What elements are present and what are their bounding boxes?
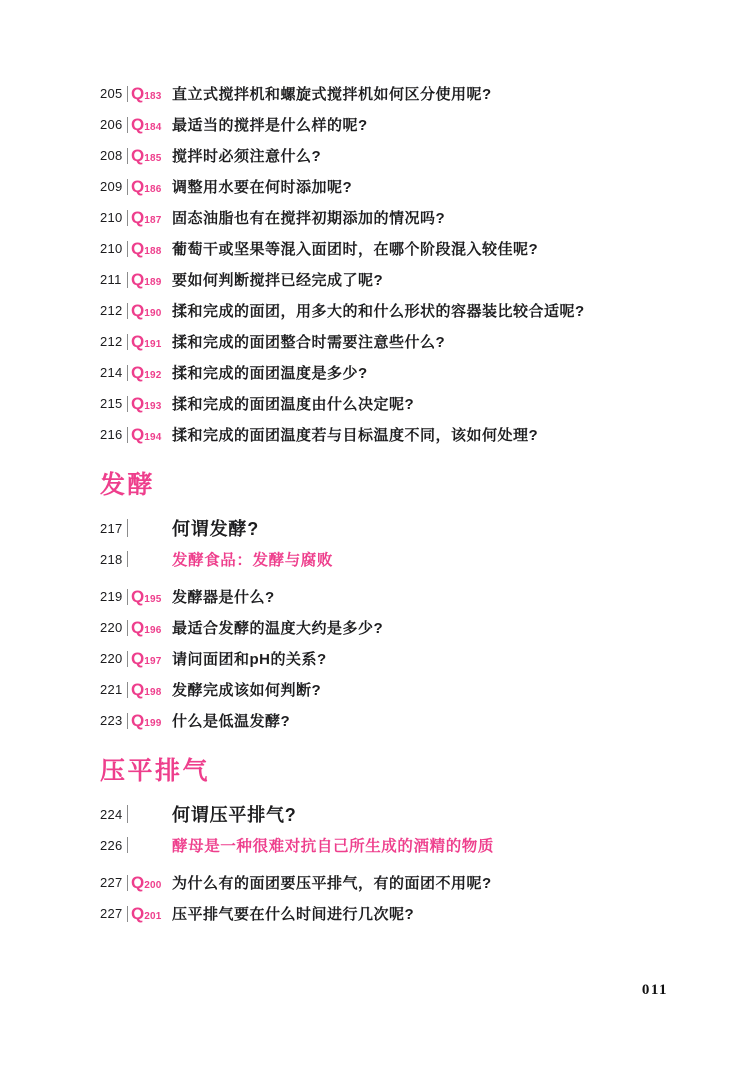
question-number: [131, 394, 172, 414]
divider-bar: [127, 906, 128, 922]
entry-text: 压平排气要在什么时间进行几次呢?: [172, 906, 415, 923]
toc-row: [100, 803, 670, 825]
question-digits: 188: [144, 245, 162, 257]
entry-text: 揉和完成的面团整合时需要注意些什么?: [172, 334, 446, 351]
section-header: 发酵: [100, 471, 156, 499]
toc-row: [100, 517, 670, 539]
entry-text: 发酵器是什么?: [172, 589, 275, 606]
question-digits: 199: [144, 717, 162, 729]
entry-text: 请问面团和pH的关系?: [172, 651, 327, 668]
entry-page-number: 220: [100, 651, 123, 666]
question-digits: 196: [144, 624, 162, 636]
toc-row: [100, 549, 670, 569]
question-letter: Q: [131, 269, 145, 289]
entry-text: 酵母是一种很难对抗自己所生成的酒精的物质: [172, 838, 495, 855]
entry-text: 何谓发酵?: [172, 519, 259, 539]
entry-page-number: 227: [100, 906, 123, 921]
divider-bar: [127, 551, 128, 567]
entry-text: 什么是低温发酵?: [172, 713, 291, 730]
question-number: [131, 332, 172, 352]
entry-page-number: 211: [100, 272, 122, 287]
entry-text: 揉和完成的面团，用多大的和什么形状的容器装比较合适呢?: [172, 303, 585, 320]
entry-page-number: 212: [100, 334, 123, 349]
divider-bar: [127, 86, 128, 102]
divider-bar: [127, 651, 128, 667]
question-letter: Q: [131, 83, 145, 103]
entry-text: 搅拌时必须注意什么?: [172, 148, 322, 165]
divider-bar: [127, 303, 128, 319]
divider-bar: [127, 837, 128, 853]
question-letter: Q: [131, 362, 145, 382]
toc-row: [100, 587, 670, 606]
entry-page-number: 227: [100, 875, 123, 890]
toc-row: [100, 332, 670, 351]
toc-row: [100, 84, 670, 103]
question-number: [131, 425, 172, 445]
question-number: [131, 270, 172, 290]
entry-text: 揉和完成的面团温度若与目标温度不同，该如何处理?: [172, 427, 539, 444]
question-letter: Q: [131, 586, 145, 606]
entry-page-number: 217: [100, 520, 123, 536]
question-number: [131, 177, 172, 197]
entry-text: 葡萄干或坚果等混入面团时，在哪个阶段混入较佳呢?: [172, 241, 539, 258]
question-number: [131, 115, 172, 135]
entry-text: 最适合发酵的温度大约是多少?: [172, 620, 384, 637]
question-letter: Q: [131, 207, 145, 227]
question-digits: 194: [144, 431, 162, 443]
entry-page-number: 215: [100, 396, 123, 411]
divider-bar: [127, 117, 128, 133]
divider-bar: [127, 427, 128, 443]
entry-text: 揉和完成的面团温度是多少?: [172, 365, 368, 382]
entry-page-number: 219: [100, 589, 123, 604]
divider-bar: [127, 210, 128, 226]
entry-page-number: 210: [100, 210, 123, 225]
toc-list: [100, 84, 670, 935]
question-letter: Q: [131, 238, 145, 258]
entry-text: 揉和完成的面团温度由什么决定呢?: [172, 396, 415, 413]
question-letter: Q: [131, 872, 145, 892]
entry-page-number: 209: [100, 179, 123, 194]
section-header: 压平排气: [100, 757, 211, 785]
toc-row: [100, 270, 670, 289]
question-number: [131, 239, 172, 259]
question-digits: 195: [144, 593, 162, 605]
entry-text: 最适当的搅拌是什么样的呢?: [172, 117, 368, 134]
entry-page-number: 218: [100, 551, 123, 567]
toc-row: [100, 680, 670, 699]
question-number: [131, 711, 172, 731]
question-letter: Q: [131, 331, 145, 351]
entry-text: 调整用水要在何时添加呢?: [172, 179, 353, 196]
question-number: [131, 301, 172, 321]
entry-page-number: 208: [100, 148, 123, 163]
divider-bar: [127, 589, 128, 605]
question-number: [131, 363, 172, 383]
question-number: [131, 618, 172, 638]
divider-bar: [127, 179, 128, 195]
toc-row: [100, 618, 670, 637]
divider-bar: [127, 272, 128, 288]
divider-bar: [127, 241, 128, 257]
question-letter: Q: [131, 710, 145, 730]
question-number: [131, 587, 172, 607]
question-letter: Q: [131, 300, 145, 320]
entry-text: 发酵食品：发酵与腐败: [172, 552, 334, 569]
question-letter: Q: [131, 393, 145, 413]
question-digits: 187: [144, 214, 162, 226]
question-digits: 184: [144, 121, 162, 133]
entry-page-number: 216: [100, 427, 123, 442]
question-letter: Q: [131, 145, 145, 165]
question-digits: 185: [144, 152, 162, 164]
toc-row: [100, 904, 670, 923]
divider-bar: [127, 334, 128, 350]
toc-row: [100, 873, 670, 892]
toc-row: [100, 649, 670, 668]
question-number: [131, 84, 172, 104]
toc-row: [100, 208, 670, 227]
divider-bar: [127, 148, 128, 164]
divider-bar: [127, 875, 128, 891]
entry-page-number: 206: [100, 117, 123, 132]
toc-row: [100, 425, 670, 444]
entry-page-number: 205: [100, 86, 123, 101]
toc-row: [100, 146, 670, 165]
question-digits: 186: [144, 183, 162, 195]
divider-bar: [127, 365, 128, 381]
divider-bar: [127, 805, 128, 823]
entry-page-number: 223: [100, 713, 123, 728]
question-digits: 191: [144, 338, 162, 350]
question-letter: Q: [131, 114, 145, 134]
divider-bar: [127, 519, 128, 537]
question-digits: 197: [144, 655, 162, 667]
toc-row: [100, 394, 670, 413]
toc-row: [100, 239, 670, 258]
entry-text: 固态油脂也有在搅拌初期添加的情况吗?: [172, 210, 446, 227]
toc-row: [100, 115, 670, 134]
question-letter: Q: [131, 424, 145, 444]
question-digits: 192: [144, 369, 162, 381]
question-letter: Q: [131, 617, 145, 637]
divider-bar: [127, 682, 128, 698]
question-digits: 201: [144, 910, 162, 922]
question-digits: 200: [144, 879, 162, 891]
question-letter: Q: [131, 903, 145, 923]
question-digits: 198: [144, 686, 162, 698]
toc-row: [100, 835, 670, 855]
question-number: [131, 649, 172, 669]
toc-row: [100, 177, 670, 196]
entry-text: 为什么有的面团要压平排气，有的面团不用呢?: [172, 875, 492, 892]
question-letter: Q: [131, 176, 145, 196]
entry-text: 发酵完成该如何判断?: [172, 682, 322, 699]
entry-page-number: 220: [100, 620, 123, 635]
question-number: [131, 873, 172, 893]
entry-text: 何谓压平排气?: [172, 805, 297, 825]
question-number: [131, 208, 172, 228]
entry-text: 直立式搅拌机和螺旋式搅拌机如何区分使用呢?: [172, 86, 492, 103]
question-number: [131, 904, 172, 924]
toc-row: [100, 301, 670, 320]
entry-page-number: 212: [100, 303, 123, 318]
toc-row: [100, 363, 670, 382]
page-footer-number: 011: [641, 982, 668, 998]
toc-row: [100, 711, 670, 730]
question-number: [131, 680, 172, 700]
divider-bar: [127, 713, 128, 729]
entry-text: 要如何判断搅拌已经完成了呢?: [172, 272, 384, 289]
question-digits: 189: [144, 276, 162, 288]
question-digits: 190: [144, 307, 162, 319]
entry-page-number: 224: [100, 806, 123, 822]
entry-page-number: 226: [100, 837, 123, 853]
question-digits: 193: [144, 400, 162, 412]
question-letter: Q: [131, 679, 145, 699]
entry-page-number: 221: [100, 682, 123, 697]
divider-bar: [127, 620, 128, 636]
question-number: [131, 146, 172, 166]
divider-bar: [127, 396, 128, 412]
entry-page-number: 214: [100, 365, 123, 380]
question-letter: Q: [131, 648, 145, 668]
entry-page-number: 210: [100, 241, 123, 256]
question-digits: 183: [144, 90, 162, 102]
